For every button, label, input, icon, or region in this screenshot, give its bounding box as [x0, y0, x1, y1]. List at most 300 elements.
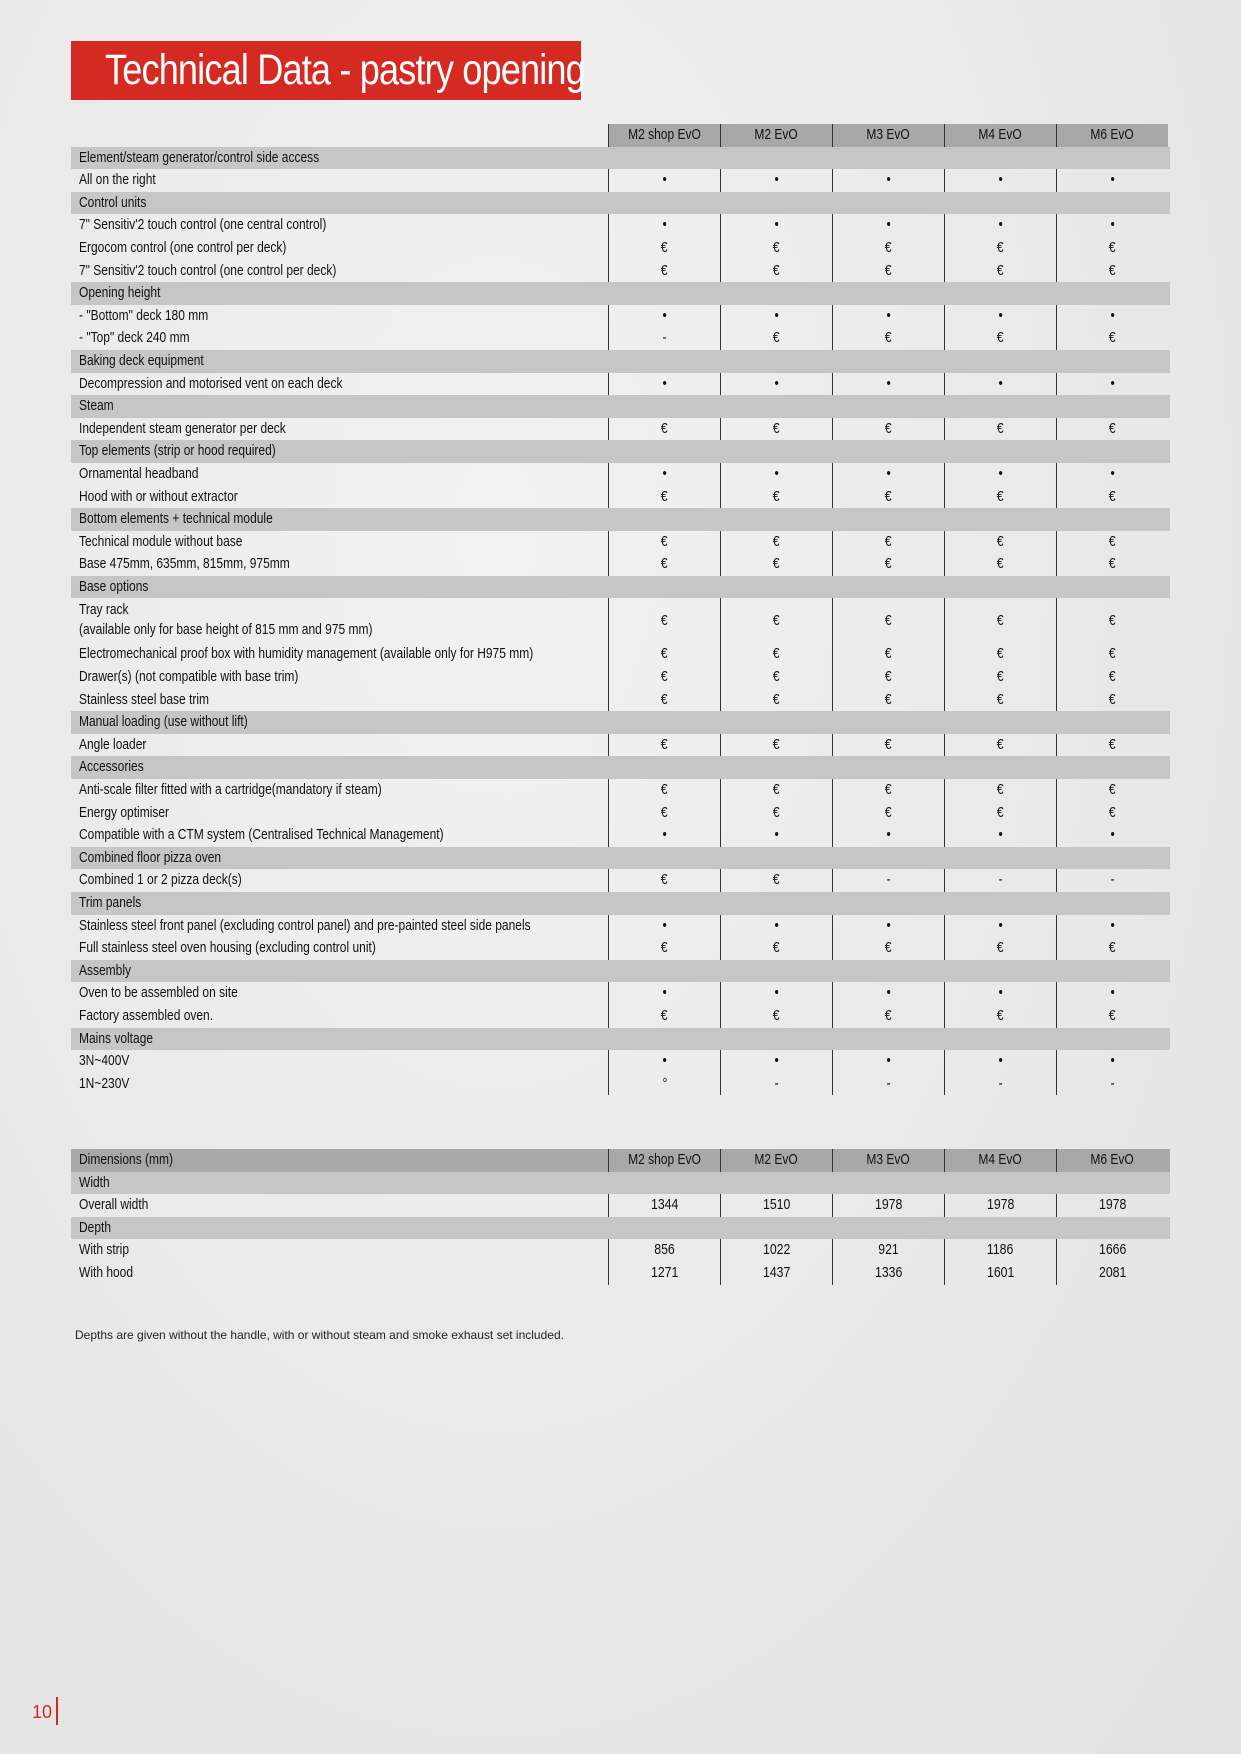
feature-label [71, 1050, 608, 1073]
dimension-value [832, 1262, 944, 1285]
feature-label [71, 553, 608, 576]
section-row [71, 147, 1170, 170]
dimension-value [1056, 1239, 1168, 1262]
cell-text: € [885, 803, 892, 821]
cell-text: € [661, 645, 668, 663]
section-cell [1056, 1028, 1168, 1051]
cell-text: (available only for base height of 815 mm and 975 mm) [79, 621, 373, 639]
section-row [71, 711, 1170, 734]
section-cell [944, 282, 1056, 305]
feature-value [720, 553, 832, 576]
feature-value [1056, 824, 1168, 847]
cell-text: • [662, 464, 667, 482]
feature-value [608, 327, 720, 350]
cell-text: • [662, 306, 667, 324]
feature-value [1056, 1005, 1168, 1028]
feature-value [832, 1005, 944, 1028]
cell-text: € [661, 612, 668, 630]
feature-row [71, 802, 1170, 825]
cell-text: 1022 [762, 1241, 791, 1259]
dimension-label [71, 1262, 608, 1285]
feature-value [1056, 237, 1168, 260]
cell-text: Assembly [79, 961, 132, 979]
feature-label [71, 463, 608, 486]
feature-value [944, 598, 1056, 643]
cell-text: • [998, 1052, 1003, 1070]
feature-row [71, 689, 1170, 712]
section-cell [944, 847, 1056, 870]
cell-text: 1437 [762, 1263, 791, 1281]
feature-label [71, 643, 608, 666]
cell-text: Anti-scale filter fitted with a cartridge(mandatory if steam) [79, 781, 382, 799]
cell-text: € [997, 419, 1004, 437]
cell-text: € [773, 329, 780, 347]
cell-text: Accessories [79, 758, 144, 776]
cell-text: € [997, 735, 1004, 753]
cell-text: € [1109, 329, 1116, 347]
cell-text: • [662, 1052, 667, 1070]
cell-text: Independent steam generator per deck [79, 419, 286, 437]
feature-value [608, 305, 720, 328]
feature-row [71, 1073, 1170, 1096]
cell-text: • [1110, 1052, 1115, 1070]
dim-model-header-4 [944, 1149, 1056, 1172]
cell-text: € [997, 487, 1004, 505]
feature-value [944, 802, 1056, 825]
cell-text: 1666 [1098, 1241, 1127, 1259]
section-cell [608, 892, 720, 915]
dimension-label [71, 1194, 608, 1217]
cell-text: 7" Sensitiv'2 touch control (one control per deck) [79, 261, 337, 279]
feature-value [720, 1073, 832, 1096]
feature-value [832, 418, 944, 441]
cell-text: Compatible with a CTM system (Centralised Technical Management) [79, 826, 444, 844]
feature-value [944, 643, 1056, 666]
feature-value [608, 915, 720, 938]
cell-text: 1978 [986, 1196, 1015, 1214]
cell-text: € [661, 261, 668, 279]
feature-value [944, 327, 1056, 350]
cell-text: • [998, 916, 1003, 934]
section-cell [720, 756, 832, 779]
cell-text: M4 EvO [978, 126, 1023, 143]
feature-row [71, 553, 1170, 576]
section-cell [944, 892, 1056, 915]
feature-value [944, 214, 1056, 237]
feature-value [944, 915, 1056, 938]
section-cell [832, 1172, 944, 1195]
cell-text: € [997, 261, 1004, 279]
cell-text: Combined 1 or 2 pizza deck(s) [79, 871, 242, 889]
dimension-value [944, 1239, 1056, 1262]
section-label [71, 350, 608, 373]
dimensions-table [71, 1149, 1170, 1285]
feature-value [720, 486, 832, 509]
feature-value [944, 937, 1056, 960]
feature-row [71, 734, 1170, 757]
feature-value [944, 1050, 1056, 1073]
section-cell [832, 847, 944, 870]
cell-text: Electromechanical proof box with humidity management (available only for H975 mm) [79, 645, 534, 663]
section-label [71, 576, 608, 599]
cell-text: € [997, 238, 1004, 256]
feature-value [832, 1073, 944, 1096]
section-cell [720, 508, 832, 531]
dimension-value [720, 1262, 832, 1285]
feature-value [1056, 1073, 1168, 1096]
dimension-value [944, 1262, 1056, 1285]
feature-value [720, 982, 832, 1005]
cell-text: With strip [79, 1241, 130, 1259]
cell-text: Ornamental headband [79, 464, 199, 482]
feature-value [1056, 937, 1168, 960]
feature-label [71, 869, 608, 892]
cell-text: 7" Sensitiv'2 touch control (one central control) [79, 216, 327, 234]
cell-text: 1336 [874, 1263, 903, 1281]
cell-text: • [1110, 171, 1115, 189]
cell-text: € [1109, 238, 1116, 256]
section-label [71, 147, 608, 170]
section-cell [832, 192, 944, 215]
cell-text: € [1109, 555, 1116, 573]
section-cell [720, 847, 832, 870]
feature-label [71, 305, 608, 328]
cell-text: € [885, 939, 892, 957]
feature-label [71, 598, 608, 643]
section-cell [1056, 892, 1168, 915]
feature-value [1056, 531, 1168, 554]
section-cell [608, 711, 720, 734]
cell-text: Drawer(s) (not compatible with base trim) [79, 668, 299, 686]
dimension-value [1056, 1194, 1168, 1217]
cell-text: - [1110, 871, 1115, 889]
cell-text: - [662, 329, 667, 347]
cell-text: € [997, 532, 1004, 550]
section-row [71, 847, 1170, 870]
feature-row [71, 486, 1170, 509]
cell-text: Opening height [79, 284, 161, 302]
cell-text: € [885, 329, 892, 347]
feature-value [720, 689, 832, 712]
cell-text: • [774, 984, 779, 1002]
section-cell [1056, 350, 1168, 373]
section-row [71, 756, 1170, 779]
feature-value [832, 463, 944, 486]
cell-text: - "Bottom" deck 180 mm [79, 306, 209, 324]
cell-text: M3 EvO [866, 126, 911, 143]
section-cell [944, 395, 1056, 418]
section-cell [608, 960, 720, 983]
feature-label [71, 1073, 608, 1096]
cell-text: Control units [79, 193, 147, 211]
feature-row [71, 779, 1170, 802]
cell-text: Tray rack [79, 601, 129, 619]
cell-text: Base options [79, 577, 149, 595]
feature-label [71, 169, 608, 192]
section-cell [720, 440, 832, 463]
feature-value [608, 418, 720, 441]
feature-value [720, 734, 832, 757]
feature-value [1056, 373, 1168, 396]
section-label [71, 508, 608, 531]
cell-text: € [773, 487, 780, 505]
feature-value [832, 869, 944, 892]
section-cell [608, 1217, 720, 1240]
cell-text: € [773, 939, 780, 957]
section-label [71, 282, 608, 305]
section-label [71, 847, 608, 870]
feature-value [1056, 463, 1168, 486]
cell-text: 856 [654, 1241, 675, 1259]
feature-value [944, 169, 1056, 192]
cell-text: • [774, 216, 779, 234]
cell-text: € [885, 735, 892, 753]
cell-text: € [885, 487, 892, 505]
section-cell [720, 711, 832, 734]
feature-value [720, 802, 832, 825]
feature-value [1056, 305, 1168, 328]
section-cell [832, 147, 944, 170]
dimension-value [608, 1239, 720, 1262]
feature-value [720, 1005, 832, 1028]
section-cell [1056, 508, 1168, 531]
cell-text: • [998, 171, 1003, 189]
section-row [71, 960, 1170, 983]
dimension-row [71, 1239, 1170, 1262]
feature-value [608, 214, 720, 237]
section-cell [1056, 282, 1168, 305]
section-cell [944, 960, 1056, 983]
cell-text: € [773, 555, 780, 573]
section-cell [720, 1028, 832, 1051]
cell-text: € [885, 781, 892, 799]
cell-text: 1N~230V [79, 1074, 130, 1092]
cell-text: • [1110, 826, 1115, 844]
cell-text: • [998, 216, 1003, 234]
section-cell [720, 395, 832, 418]
feature-value [608, 1005, 720, 1028]
section-row [71, 508, 1170, 531]
dimension-value [832, 1239, 944, 1262]
section-row [71, 192, 1170, 215]
cell-text: 2081 [1098, 1263, 1127, 1281]
section-cell [1056, 711, 1168, 734]
feature-value [944, 237, 1056, 260]
section-cell [832, 1217, 944, 1240]
section-cell [608, 1172, 720, 1195]
feature-row [71, 666, 1170, 689]
cell-text: € [1109, 645, 1116, 663]
feature-value [608, 937, 720, 960]
feature-value [832, 373, 944, 396]
feature-value [944, 734, 1056, 757]
section-cell [944, 1217, 1056, 1240]
model-header-3 [832, 124, 944, 147]
feature-value [720, 260, 832, 283]
feature-value [1056, 802, 1168, 825]
feature-value [944, 486, 1056, 509]
cell-text: € [661, 532, 668, 550]
feature-value [832, 824, 944, 847]
cell-text: • [1110, 216, 1115, 234]
section-cell [720, 282, 832, 305]
cell-text: • [998, 984, 1003, 1002]
feature-row [71, 327, 1170, 350]
cell-text: • [886, 306, 891, 324]
dim-model-header-3 [832, 1149, 944, 1172]
feature-value [1056, 214, 1168, 237]
cell-text: • [774, 171, 779, 189]
section-cell [832, 892, 944, 915]
section-cell [608, 282, 720, 305]
section-cell [944, 1172, 1056, 1195]
cell-text: Width [79, 1173, 110, 1191]
cell-text: • [886, 171, 891, 189]
feature-value [608, 373, 720, 396]
cell-text: € [773, 645, 780, 663]
section-cell [720, 1172, 832, 1195]
cell-text: Steam [79, 397, 114, 415]
cell-text: • [774, 916, 779, 934]
cell-text: Mains voltage [79, 1029, 154, 1047]
cell-text: € [661, 487, 668, 505]
feature-label [71, 214, 608, 237]
cell-text: € [661, 735, 668, 753]
section-cell [944, 147, 1056, 170]
feature-value [720, 824, 832, 847]
feature-value [944, 463, 1056, 486]
cell-text: Element/steam generator/control side access [79, 148, 320, 166]
cell-text: M2 shop EvO [628, 126, 701, 143]
feature-value [832, 531, 944, 554]
cell-text: € [773, 261, 780, 279]
feature-value [720, 779, 832, 802]
section-row [71, 1028, 1170, 1051]
section-cell [832, 960, 944, 983]
section-label [71, 192, 608, 215]
cell-text: € [1109, 419, 1116, 437]
cell-text: € [997, 690, 1004, 708]
cell-text: € [773, 690, 780, 708]
cell-text: € [1109, 803, 1116, 821]
feature-value [832, 553, 944, 576]
feature-row [71, 237, 1170, 260]
feature-label [71, 937, 608, 960]
feature-value [832, 689, 944, 712]
cell-text: Decompression and motorised vent on each deck [79, 374, 343, 392]
feature-value [1056, 1050, 1168, 1073]
cell-text: € [661, 690, 668, 708]
cell-text: € [885, 555, 892, 573]
title-banner [71, 41, 585, 100]
cell-text: € [773, 803, 780, 821]
feature-value [608, 734, 720, 757]
feature-value [608, 531, 720, 554]
section-cell [832, 350, 944, 373]
cell-text: Stainless steel base trim [79, 690, 210, 708]
feature-value [832, 237, 944, 260]
feature-value [608, 260, 720, 283]
feature-label [71, 915, 608, 938]
cell-text: € [773, 871, 780, 889]
cell-text: Combined floor pizza oven [79, 848, 222, 866]
feature-value [944, 666, 1056, 689]
feature-value [944, 373, 1056, 396]
page-number: 10 [32, 1702, 53, 1722]
feature-value [832, 666, 944, 689]
feature-value [944, 689, 1056, 712]
cell-text: 1510 [762, 1196, 791, 1214]
section-cell [832, 576, 944, 599]
cell-text: Ergocom control (one control per deck) [79, 238, 287, 256]
cell-text: • [886, 374, 891, 392]
cell-text: € [1109, 690, 1116, 708]
cell-text: € [661, 419, 668, 437]
cell-text: Base 475mm, 635mm, 815mm, 975mm [79, 555, 290, 573]
feature-value [832, 214, 944, 237]
feature-value [944, 1073, 1056, 1096]
feature-label [71, 327, 608, 350]
cell-text: € [1109, 487, 1116, 505]
cell-text: - [998, 1074, 1003, 1092]
cell-text: • [998, 306, 1003, 324]
cell-text: Factory assembled oven. [79, 1006, 214, 1024]
cell-text: • [1110, 984, 1115, 1002]
cell-text: € [997, 781, 1004, 799]
feature-value [720, 598, 832, 643]
feature-row [71, 982, 1170, 1005]
feature-label [71, 824, 608, 847]
page-title: Technical Data - pastry opening [105, 46, 585, 94]
feature-value [832, 486, 944, 509]
cell-text: Full stainless steel oven housing (excluding control unit) [79, 939, 376, 957]
section-cell [944, 192, 1056, 215]
feature-label [71, 1005, 608, 1028]
cell-text: • [886, 916, 891, 934]
feature-label [71, 237, 608, 260]
cell-text: € [885, 690, 892, 708]
section-cell [1056, 576, 1168, 599]
dimension-value [720, 1194, 832, 1217]
section-cell [944, 440, 1056, 463]
header-spacer [71, 124, 608, 147]
cell-text: - [998, 871, 1003, 889]
feature-value [1056, 779, 1168, 802]
cell-text: € [773, 1006, 780, 1024]
cell-text: M4 EvO [978, 1151, 1023, 1168]
cell-text: € [1109, 668, 1116, 686]
feature-value [608, 598, 720, 643]
feature-row [71, 869, 1170, 892]
cell-text: € [997, 803, 1004, 821]
feature-value [1056, 260, 1168, 283]
feature-value [720, 373, 832, 396]
cell-text: € [661, 668, 668, 686]
feature-value [608, 169, 720, 192]
cell-text: 1344 [650, 1196, 679, 1214]
dim-model-header-5 [1056, 1149, 1168, 1172]
cell-text: € [1109, 781, 1116, 799]
section-cell [832, 1028, 944, 1051]
feature-row [71, 373, 1170, 396]
feature-value [832, 734, 944, 757]
footnote: Depths are given without the handle, with or without steam and smoke exhaust set included. [75, 1328, 564, 1342]
dimensions-header-row [71, 1149, 1170, 1172]
cell-text: • [886, 984, 891, 1002]
feature-value [944, 779, 1056, 802]
cell-text: € [773, 612, 780, 630]
section-row [71, 282, 1170, 305]
